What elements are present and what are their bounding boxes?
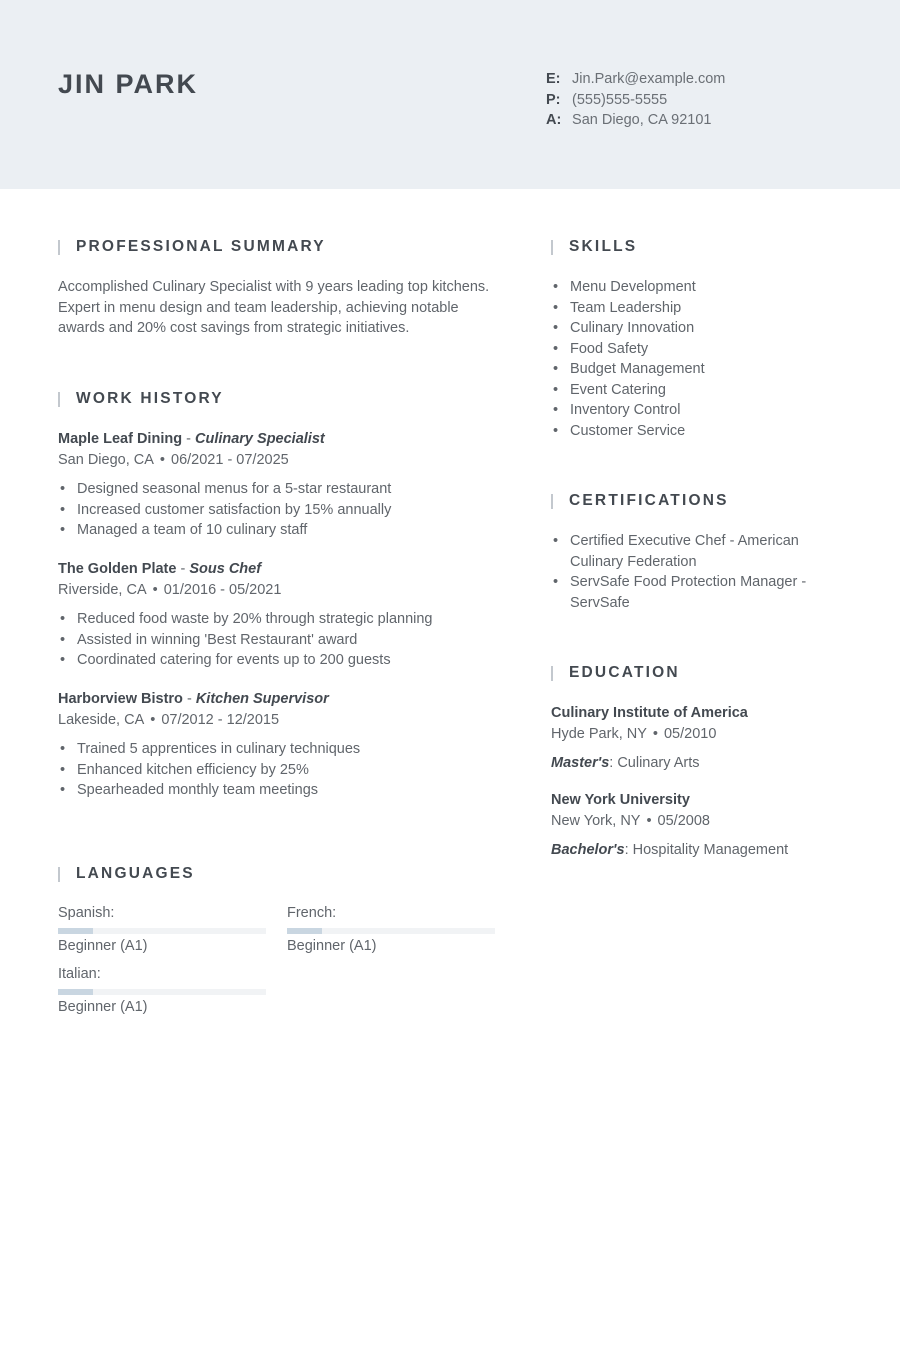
list-item-text: Certified Executive Chef - American Culinary Federation xyxy=(570,533,799,570)
list-item xyxy=(58,520,498,541)
education-degree xyxy=(551,840,871,861)
language-level: Beginner (A1) xyxy=(287,938,377,954)
section-heading-label: PROFESSIONAL SUMMARY xyxy=(76,238,326,255)
job-bullets xyxy=(58,739,498,801)
list-item-text: Increased customer satisfaction by 15% annually xyxy=(77,501,392,518)
summary-text: Accomplished Culinary Specialist with 9 years leading top kitchens. Expert in menu design and team leadership, achieving notable awards and 20% cost savings from strategic initiatives. xyxy=(58,279,490,336)
list-item xyxy=(551,400,851,421)
education-location: Hyde Park, NY xyxy=(551,725,647,742)
list-item xyxy=(58,739,498,760)
job-role: Sous Chef xyxy=(189,561,262,577)
list-item-text: Trained 5 apprentices in culinary techniques xyxy=(77,741,361,757)
list-item-text: Designed seasonal menus for a 5-star restaurant xyxy=(77,481,392,497)
bullet-dot-icon: • xyxy=(60,501,66,518)
bullet-dot-icon: • xyxy=(60,481,66,497)
list-item-text: Budget Management xyxy=(570,361,705,377)
language-level-bar xyxy=(58,989,266,995)
list-item xyxy=(551,572,821,613)
certifications-list xyxy=(551,531,821,613)
section-bar xyxy=(551,666,553,681)
education-date: 05/2010 xyxy=(663,725,717,742)
skills-list xyxy=(551,277,851,441)
bullet-dot-icon: • xyxy=(553,381,559,398)
list-item xyxy=(58,760,498,781)
section-heading-languages xyxy=(58,864,195,884)
list-item xyxy=(551,298,851,319)
section-bar xyxy=(551,494,553,509)
job-title-line xyxy=(58,689,498,710)
bullet-dot-icon: • xyxy=(553,402,559,418)
list-item-text: Coordinated catering for events up to 200 guests xyxy=(77,652,391,668)
list-item xyxy=(58,479,498,500)
section-heading-skills xyxy=(551,237,637,257)
section-heading-label: CERTIFICATIONS xyxy=(569,492,729,509)
language-name: Italian: xyxy=(58,966,101,982)
education-location: New York, NY xyxy=(551,812,641,829)
list-item-text: Menu Development xyxy=(570,279,696,295)
list-item xyxy=(551,421,851,442)
separator-dot-icon: • xyxy=(152,581,158,598)
language-level-fill xyxy=(58,989,93,995)
education-meta xyxy=(551,724,871,745)
section-heading-label: LANGUAGES xyxy=(76,865,195,882)
language-level-fill xyxy=(58,928,93,934)
list-item-text: Culinary Innovation xyxy=(570,320,695,336)
language-level: Beginner (A1) xyxy=(58,999,148,1015)
job-bullets xyxy=(58,479,498,541)
job-title-line xyxy=(58,559,498,580)
bullet-dot-icon: • xyxy=(553,320,559,336)
language-level-bar xyxy=(58,928,266,934)
job-separator: - xyxy=(186,431,191,447)
phone-value[interactable]: (555)555-5555 xyxy=(572,91,668,108)
job-dates: 07/2012 - 12/2015 xyxy=(161,711,280,728)
education-field: : Hospitality Management xyxy=(624,842,789,858)
list-item-text: Customer Service xyxy=(570,422,686,439)
language-name: French: xyxy=(287,905,337,921)
bullet-dot-icon: • xyxy=(60,782,66,798)
resume-header xyxy=(0,0,900,189)
job-meta xyxy=(58,580,498,601)
separator-dot-icon: • xyxy=(159,451,165,468)
list-item xyxy=(551,359,851,380)
bullet-dot-icon: • xyxy=(553,361,559,377)
contact-email-row xyxy=(546,69,725,90)
bullet-dot-icon: • xyxy=(553,533,559,549)
list-item xyxy=(58,650,498,671)
job-company: Harborview Bistro xyxy=(58,691,183,707)
section-bar xyxy=(58,240,60,255)
job-location: Lakeside, CA xyxy=(58,711,145,728)
list-item-text: ServSafe Food Protection Manager - ServSafe xyxy=(570,574,807,611)
job-entry xyxy=(58,559,498,671)
job-separator: - xyxy=(186,691,192,707)
list-item xyxy=(551,531,821,572)
education-entry xyxy=(551,790,871,861)
bullet-dot-icon: • xyxy=(553,340,559,357)
contact-phone-row xyxy=(546,90,725,111)
list-item-text: Inventory Control xyxy=(570,402,681,418)
list-item-text: Enhanced kitchen efficiency by 25% xyxy=(77,761,309,778)
section-bar xyxy=(58,867,60,882)
job-company: The Golden Plate xyxy=(58,561,177,577)
education-school: New York University xyxy=(551,792,690,808)
education-degree xyxy=(551,753,871,774)
list-item-text: Event Catering xyxy=(570,381,666,398)
job-meta xyxy=(58,710,498,731)
bullet-dot-icon: • xyxy=(60,522,66,538)
bullet-dot-icon: • xyxy=(60,652,66,668)
job-separator: - xyxy=(180,561,186,577)
candidate-name: JIN PARK xyxy=(58,69,199,99)
section-heading-summary xyxy=(58,237,326,257)
bullet-dot-icon: • xyxy=(553,279,559,295)
job-company: Maple Leaf Dining xyxy=(58,431,183,447)
address-label: A: xyxy=(546,112,562,128)
section-heading-work-history xyxy=(58,389,224,409)
bullet-dot-icon: • xyxy=(553,299,559,316)
job-title-line xyxy=(58,429,498,450)
section-heading-education xyxy=(551,663,680,683)
list-item xyxy=(551,380,851,401)
phone-label: P: xyxy=(546,91,561,108)
section-heading-label: EDUCATION xyxy=(569,664,680,681)
list-item xyxy=(551,339,851,360)
education-field: : Culinary Arts xyxy=(609,755,700,771)
list-item-text: Reduced food waste by 20% through strategic planning xyxy=(77,611,433,627)
bullet-dot-icon: • xyxy=(60,761,66,778)
contact-block xyxy=(546,69,725,131)
bullet-dot-icon: • xyxy=(60,631,66,648)
contact-address-row xyxy=(546,110,725,131)
section-bar xyxy=(551,240,553,255)
section-bar xyxy=(58,392,60,407)
job-role: Kitchen Supervisor xyxy=(195,691,329,707)
list-item-text: Food Safety xyxy=(570,340,649,357)
list-item xyxy=(551,318,851,339)
list-item-text: Managed a team of 10 culinary staff xyxy=(77,522,308,538)
separator-dot-icon: • xyxy=(150,711,156,728)
bullet-dot-icon: • xyxy=(553,574,559,590)
language-level-bar xyxy=(287,928,495,934)
list-item xyxy=(551,277,851,298)
language-level: Beginner (A1) xyxy=(58,938,148,954)
address-value: San Diego, CA 92101 xyxy=(572,112,712,128)
list-item xyxy=(58,609,498,630)
education-date: 05/2008 xyxy=(657,812,710,829)
email-label: E: xyxy=(546,71,561,87)
education-degree-name: Master's xyxy=(551,755,610,771)
list-item-text: Spearheaded monthly team meetings xyxy=(77,782,319,798)
bullet-dot-icon: • xyxy=(553,422,559,439)
language-item xyxy=(58,903,266,956)
bullet-dot-icon: • xyxy=(60,741,66,757)
list-item xyxy=(58,630,498,651)
job-entry xyxy=(58,689,498,801)
language-item xyxy=(58,964,266,1017)
language-level-fill xyxy=(287,928,322,934)
section-heading-label: WORK HISTORY xyxy=(76,390,224,407)
separator-dot-icon: • xyxy=(646,812,652,829)
education-school: Culinary Institute of America xyxy=(551,705,748,721)
list-item-text: Team Leadership xyxy=(570,299,682,316)
job-entry xyxy=(58,429,498,541)
language-name: Spanish: xyxy=(58,905,115,921)
list-item-text: Assisted in winning 'Best Restaurant' award xyxy=(77,631,358,648)
separator-dot-icon: • xyxy=(652,725,658,742)
section-heading-certifications xyxy=(551,491,729,511)
section-heading-label: SKILLS xyxy=(569,238,638,255)
education-meta xyxy=(551,811,871,832)
list-item xyxy=(58,780,498,801)
job-meta xyxy=(58,450,498,471)
email-value[interactable]: Jin.Park@example.com xyxy=(572,71,726,87)
job-dates: 01/2016 - 05/2021 xyxy=(163,581,282,598)
education-entry xyxy=(551,703,871,774)
bullet-dot-icon: • xyxy=(60,611,66,627)
language-item xyxy=(287,903,495,956)
job-location: San Diego, CA xyxy=(58,451,154,468)
job-bullets xyxy=(58,609,498,671)
job-location: Riverside, CA xyxy=(58,581,147,598)
list-item xyxy=(58,500,498,521)
education-degree-name: Bachelor's xyxy=(551,842,625,858)
job-role: Culinary Specialist xyxy=(194,431,325,447)
job-dates: 06/2021 - 07/2025 xyxy=(171,451,289,468)
